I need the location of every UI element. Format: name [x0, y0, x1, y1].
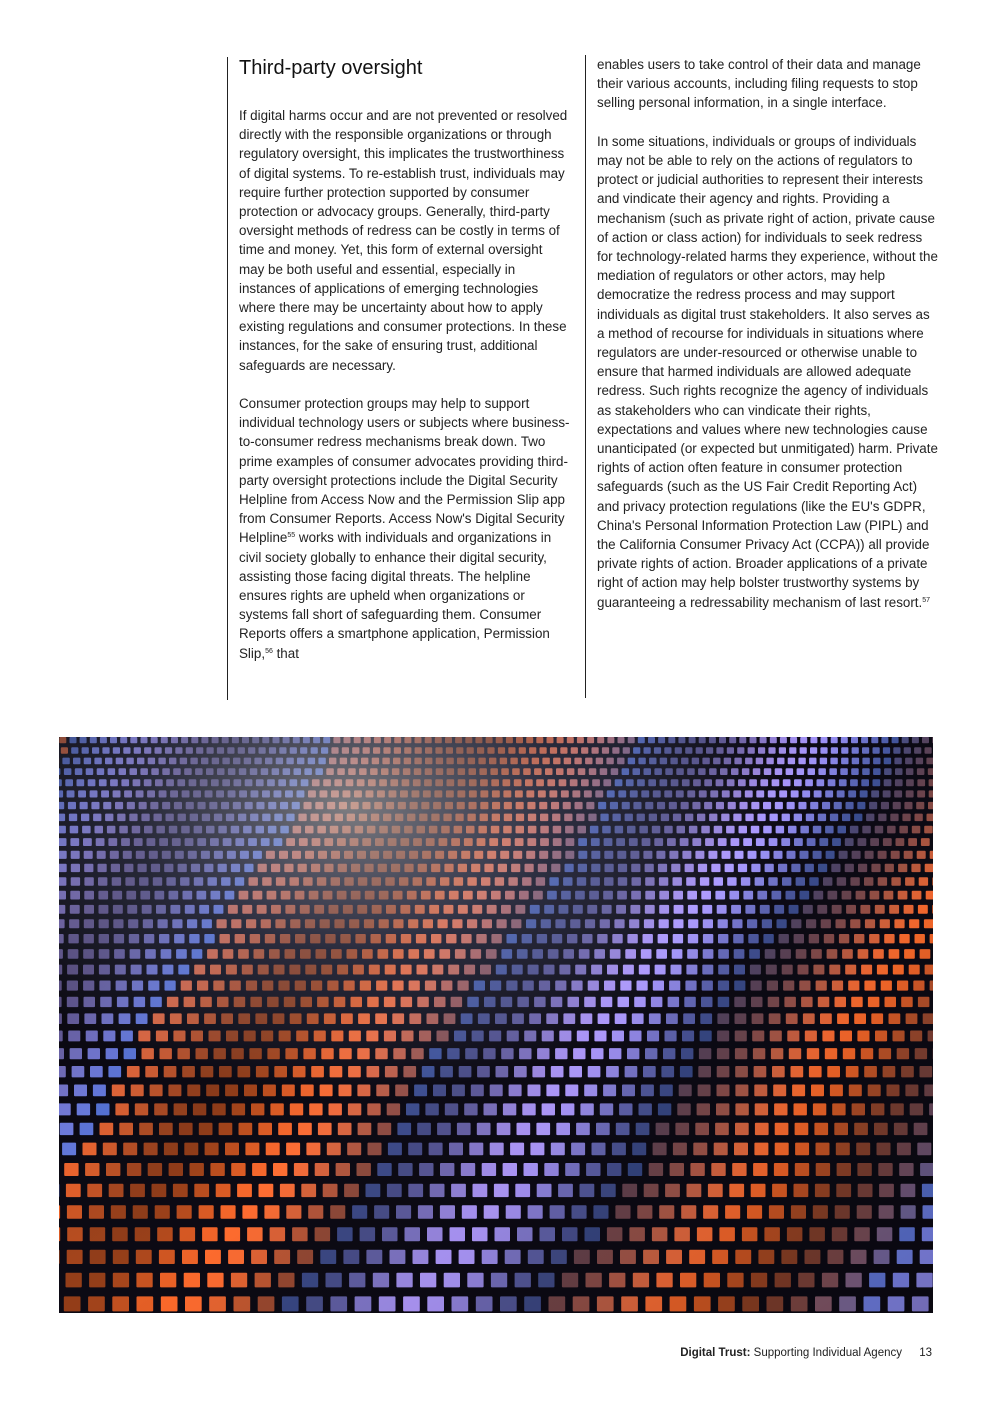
paragraph-private-right-of-action: In some situations, individuals or groups of individuals may not be able to rely on the actions of regulators to protect or judicial authorities to represent their interests and vindicate their agency and rights. Providing a mechanism (such as private right of action, private cause of action or class action) for individuals to seek redress for technology-related harms they experience, without the mediation of regulators or other actors, may help democratize the redress process and may support individuals as digital trust stakeholders. It also serves as a method of recourse for individuals in situations where regulators are under-resourced or otherwise unable to ensure that harmed individuals are allowed adequate redress. Such rights recognize the agency of individuals as stakeholders who can vindicate their rights, expectations and values where new technologies cause unanticipated (or expected but unmitigated) harm. Private rights of action often feature in consumer protection safeguards (such as the US Fair Credit Reporting Act) and privacy protection regulations (like the EU's GDPR, China's Personal Information Protection Law (PIPL) and the California Consumer Privacy Act (CCPA)) all provide private rights of action. Broader applications of a private right of action may help bolster trustworthy systems by guaranteeing a redressability mechanism of last resort.$^{57}$: [597, 133, 938, 610]
paragraph-third-party-intro: If digital harms occur and are not prevented or resolved directly with the responsible organizations or through regulatory oversight, this implicates the trustworthiness of digital systems. To re-establish trust, individuals may require further protection supported by consumer protection or advocacy groups. Generally, third-party oversight methods of redress can be costly in terms of time and money. Yet, this form of external oversight may be both useful and essential, especially in instances of applications of emerging technologies where there may be uncertainty about how to apply existing regulations and consumer protections. In these instances, for the sake of ensuring trust, additional safeguards are necessary.: [239, 108, 568, 373]
paragraph-consumer-protection: Consumer protection groups may help to support individual technology users or subjects where business-to-consumer redress mechanisms break down. Two prime examples of consumer advocates providing third-party oversight protections include the Digital Security Helpline from Access Now and the Permission Slip app from Consumer Reports. Access Now's Digital Security Helpline$^{55}$ works with individuals and organizations in civil society globally to enhance their digital security, assisting those facing digital threats. The helpline ensures rights are upheld when organizations or systems fall short of safeguarding them. Consumer Reports offers a smartphone application, Permission Slip,$^{56}$ that: [239, 396, 570, 661]
cube-grid-illustration: [59, 737, 933, 1313]
right-column: [585, 55, 939, 698]
paragraph-permission-slip: enables users to take control of their data and manage their various accounts, including filing requests to stop selling personal information, in a single interface.: [597, 57, 921, 111]
footnote-ref-57[interactable]: 57: [922, 596, 931, 604]
left-column: [227, 57, 571, 700]
section-title: Third-party oversight: [239, 57, 423, 79]
page-footer: [680, 1347, 932, 1359]
footnote-ref-56[interactable]: 56: [265, 647, 273, 655]
footer-report-subtitle: Supporting Individual Agency: [753, 1347, 902, 1359]
hero-image-cube-grid: [59, 737, 933, 1313]
footnote-ref-55[interactable]: 55: [287, 532, 296, 540]
page-number: 13: [919, 1347, 932, 1359]
footer-report-title: Digital Trust:: [680, 1347, 751, 1359]
